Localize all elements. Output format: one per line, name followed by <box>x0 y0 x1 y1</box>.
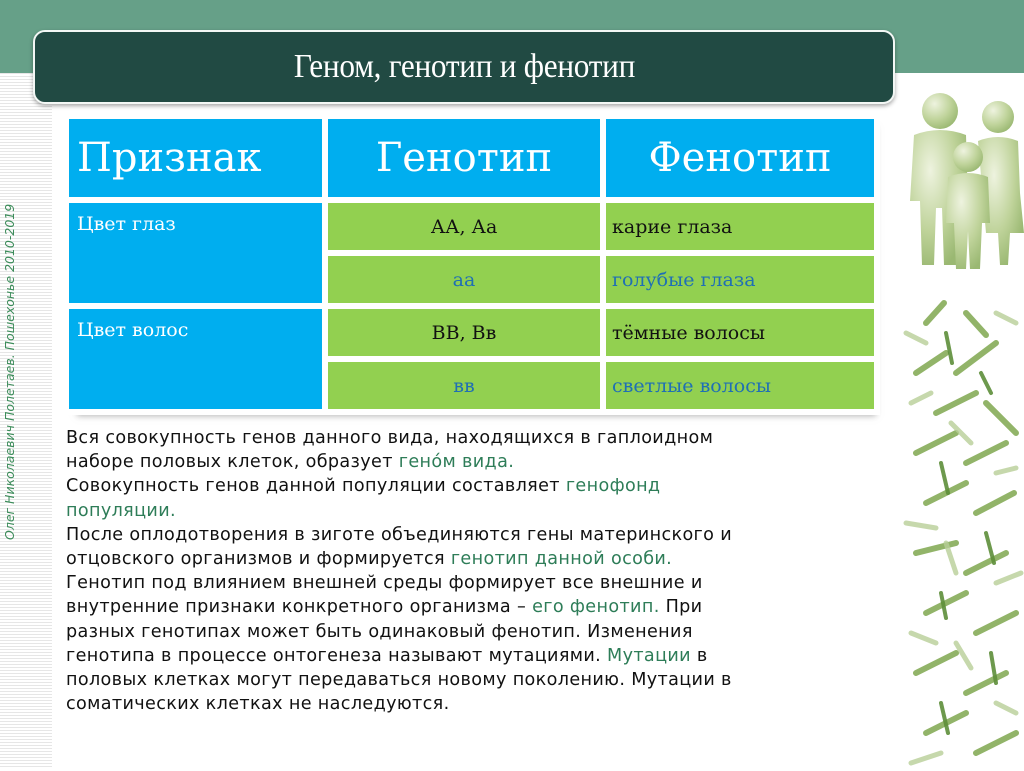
header-trait: Признак <box>66 116 325 200</box>
text-line <box>66 595 896 619</box>
table-row <box>66 306 877 359</box>
page-title: Геном, генотип и фенотип <box>293 48 635 85</box>
phenotype-cell: светлые волосы <box>603 359 877 412</box>
text-line: соматических клетках не наследуются. <box>66 694 450 715</box>
text-line <box>66 644 896 668</box>
genotype-cell: ВВ, Вв <box>325 306 603 359</box>
trait-eye-color: Цвет глаз <box>66 200 325 306</box>
text-span: отцовского организмов и формируется <box>66 549 451 570</box>
genotype-phenotype-table <box>69 119 868 408</box>
term-genotype: генотип данной особи. <box>450 549 673 570</box>
text-line: Вся совокупность генов данного вида, находящихся в гаплоидном <box>66 428 714 448</box>
table-header-row <box>66 116 877 200</box>
phenotype-cell: голубые глаза <box>603 253 877 306</box>
explanation-paragraph <box>66 426 896 716</box>
text-line <box>66 474 896 498</box>
text-line: половых клетках могут передаваться новому поколению. Мутации в <box>66 670 732 691</box>
text-span: Совокупность генов данной популяции составляет <box>66 476 566 497</box>
text-line <box>66 450 896 474</box>
text-span: генотипа в процессе онтогенеза называют мутациями. <box>66 645 608 666</box>
genotype-cell: вв <box>325 359 603 412</box>
header-phenotype: Фенотип <box>603 116 877 200</box>
trait-hair-color: Цвет волос <box>66 306 325 412</box>
text-line: Генотип под влиянием внешней среды формирует все внешние и <box>66 573 703 594</box>
term-genome: гено́м вида. <box>398 452 515 473</box>
term-gene-pool: генофонд <box>565 476 661 497</box>
text-line: После оплодотворения в зиготе объединяются гены материнского и <box>66 524 732 545</box>
title-box <box>33 30 895 104</box>
table-row <box>66 200 877 253</box>
traits-table <box>63 113 880 415</box>
author-note: Олег Николаевич Полетаев. Пошехонье 2010-2019 <box>2 203 17 540</box>
term-mutations: Мутации <box>607 645 691 666</box>
header-genotype: Генотип <box>325 116 603 200</box>
phenotype-cell: карие глаза <box>603 200 877 253</box>
text-line: разных генотипах может быть одинаковый фенотип. Изменения <box>66 621 693 642</box>
term-phenotype: его фенотип. <box>532 597 660 618</box>
text-span: При <box>659 597 703 618</box>
text-span: внутренние признаки конкретного организма – <box>66 597 533 618</box>
genotype-cell: АА, Аа <box>325 200 603 253</box>
text-span: в <box>690 645 708 666</box>
chromosomes-icon <box>906 303 1021 763</box>
family-figures-icon <box>896 73 1024 767</box>
text-line <box>66 547 896 571</box>
genotype-cell: аа <box>325 253 603 306</box>
right-decoration <box>896 73 1024 767</box>
phenotype-cell: тёмные волосы <box>603 306 877 359</box>
term-gene-pool-cont: популяции. <box>66 500 176 521</box>
text-span: наборе половых клеток, образует <box>66 452 399 473</box>
